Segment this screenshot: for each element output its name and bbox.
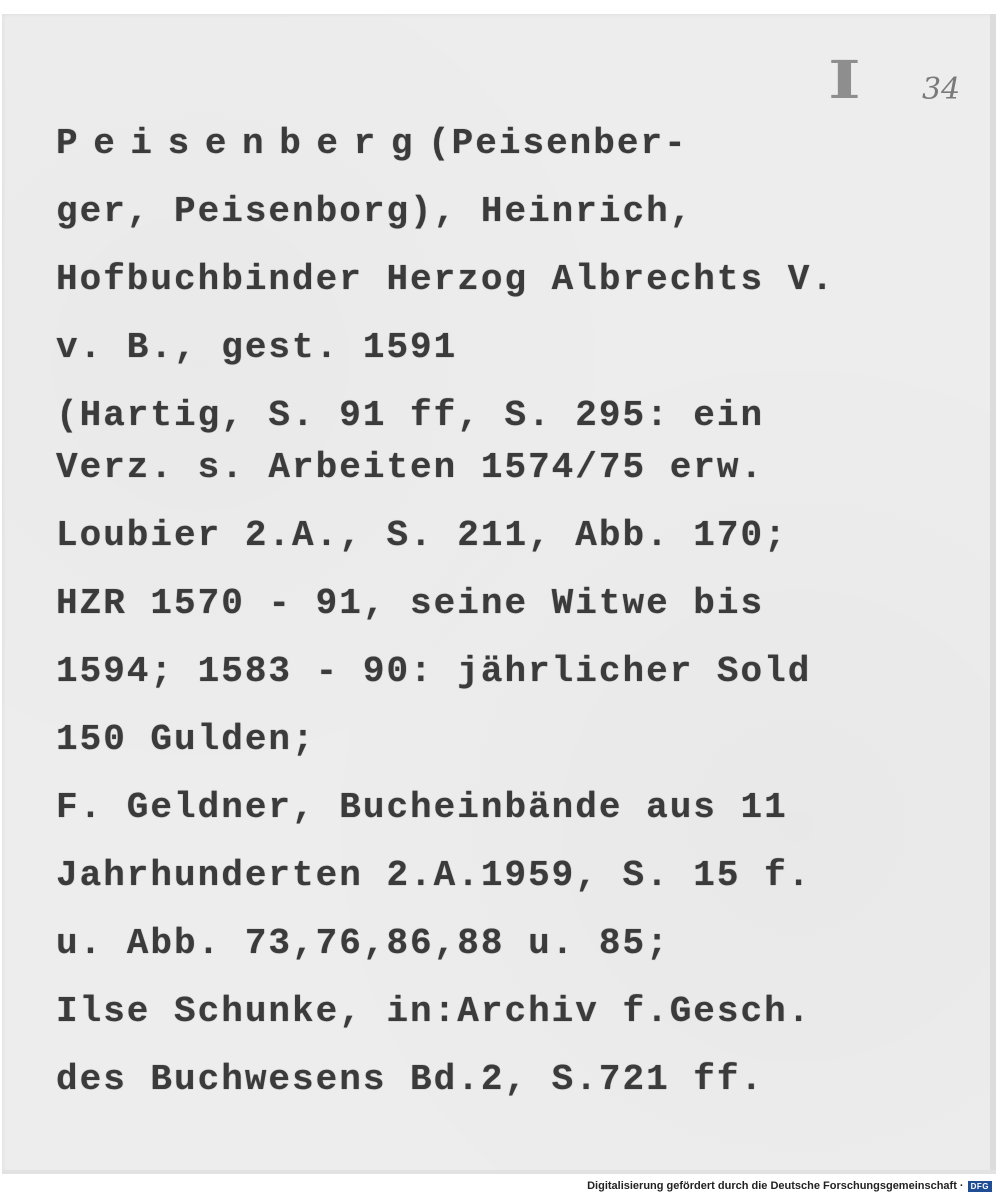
card-line-8: HZR 1570 - 91, seine Witwe bis: [56, 583, 765, 624]
card-bottom-edge: [2, 1170, 996, 1174]
card-line-11: F. Geldner, Bucheinbände aus 11: [56, 787, 788, 828]
card-line-4: v. B., gest. 1591: [56, 327, 458, 368]
card-right-edge: [990, 14, 996, 1174]
card-text: [56, 110, 976, 1114]
card-line-14: Ilse Schunke, in:Archiv f.Gesch.: [56, 991, 812, 1032]
card-line-12: Jahrhunderten 2.A.1959, S. 15 f.: [56, 855, 812, 896]
card-line-1: [56, 110, 976, 178]
credit-text: Digitalisierung gefördert durch die Deutsche Forschungsgemeinschaft ·: [587, 1180, 964, 1192]
card-line-3: Hofbuchbinder Herzog Albrechts V.: [56, 259, 835, 300]
card-line-2: ger, Peisenborg), Heinrich,: [56, 191, 694, 232]
card-line-9: 1594; 1583 - 90: jährlicher Sold: [56, 651, 812, 692]
dfg-logo: DFG: [968, 1181, 992, 1192]
card-line-15: des Buchwesens Bd.2, S.721 ff.: [56, 1059, 765, 1100]
catalog-card: [2, 14, 996, 1174]
entry-name-spaced: Peisenberg: [56, 123, 429, 164]
card-line-7: Loubier 2.A., S. 211, Abb. 170;: [56, 515, 788, 556]
handwritten-card-number: 34: [922, 72, 961, 107]
card-line-6: Verz. s. Arbeiten 1574/75 erw.: [56, 447, 765, 488]
card-line-5: (Hartig, S. 91 ff, S. 295: ein: [56, 395, 765, 436]
entry-name-variants: (Peisenber-: [428, 123, 688, 164]
card-line-13: u. Abb. 73,76,86,88 u. 85;: [56, 923, 670, 964]
digitization-credit: [587, 1180, 992, 1192]
handwritten-roman-numeral: I: [828, 50, 861, 111]
card-line-10: 150 Gulden;: [56, 719, 316, 760]
